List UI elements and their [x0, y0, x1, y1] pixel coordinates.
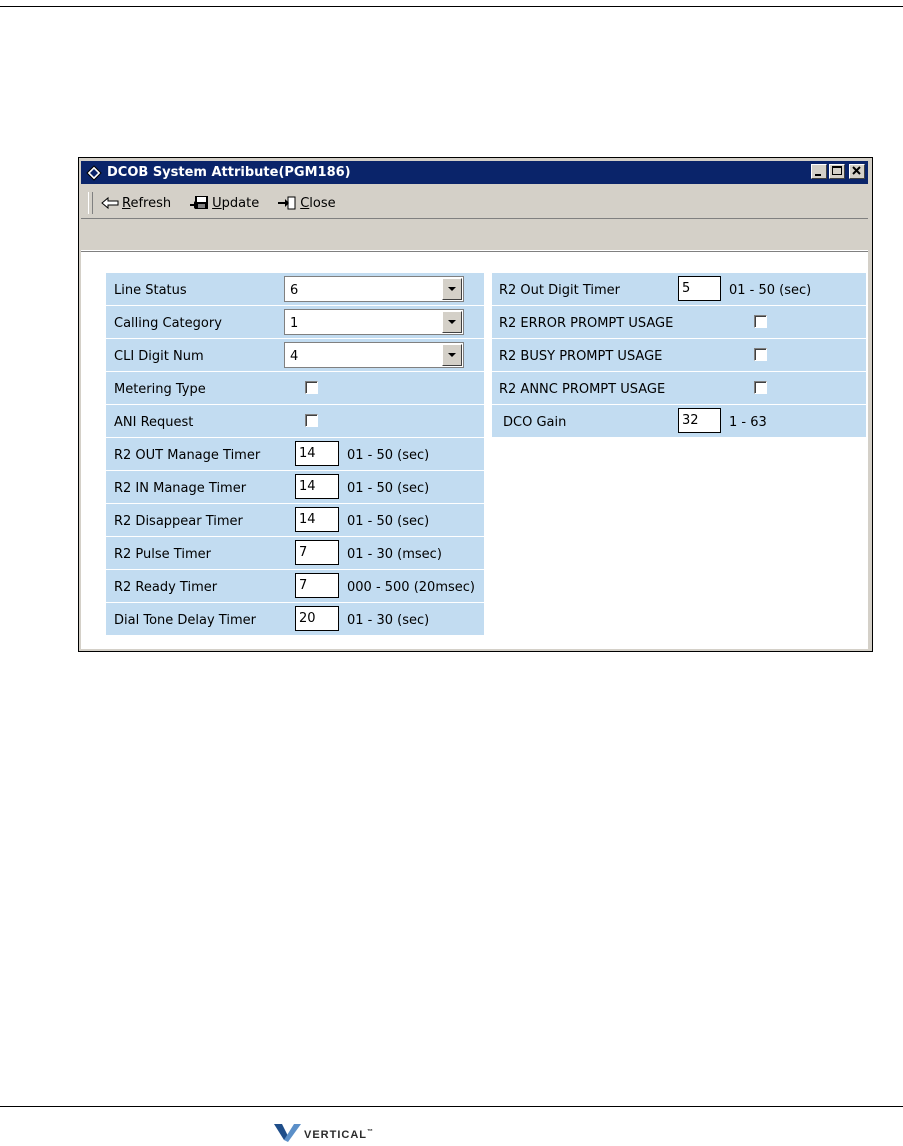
close-button[interactable] — [277, 195, 335, 211]
calling-category-label: Calling Category — [114, 316, 222, 331]
ani-request-checkbox[interactable] — [305, 414, 318, 427]
field-row-r2-in-manage-timer — [106, 471, 484, 503]
dial-tone-delay-timer-label: Dial Tone Delay Timer — [114, 613, 256, 628]
line-status-label: Line Status — [114, 283, 187, 298]
app-diamond-icon — [85, 164, 103, 182]
save-disk-icon — [189, 195, 209, 211]
minimize-button[interactable] — [811, 164, 827, 179]
dco-gain-label: DCO Gain — [503, 415, 567, 430]
field-row-dco-gain — [492, 405, 866, 437]
r2-pulse-timer-input[interactable] — [295, 540, 339, 565]
field-row-dial-tone-delay-timer — [106, 603, 484, 635]
r2-out-digit-timer-input[interactable] — [678, 276, 721, 301]
chevron-down-icon[interactable] — [442, 344, 462, 366]
r2-in-manage-timer-range: 01 - 50 (sec) — [347, 481, 430, 496]
r2-disappear-timer-input-value: 14 — [299, 512, 316, 527]
field-row-r2-out-manage-timer — [106, 438, 484, 470]
window-title: DCOB System Attribute(PGM186) — [107, 165, 351, 180]
r2-pulse-timer-range: 01 - 30 (msec) — [347, 547, 442, 562]
field-row-r2-error-prompt-usage — [492, 306, 866, 338]
cli-digit-num-select-value: 4 — [290, 349, 299, 364]
update-label: pdate — [221, 195, 260, 211]
logo-text: VERTICAL — [304, 1129, 367, 1141]
toolbar — [81, 188, 868, 219]
dial-tone-delay-timer-input[interactable] — [295, 606, 339, 631]
chevron-down-icon[interactable] — [442, 278, 462, 300]
r2-out-digit-timer-range: 01 - 50 (sec) — [729, 283, 812, 298]
r2-pulse-timer-label: R2 Pulse Timer — [114, 547, 211, 562]
field-row-r2-disappear-timer — [106, 504, 484, 536]
metering-type-checkbox[interactable] — [305, 381, 318, 394]
form-content — [81, 251, 868, 649]
title-bar[interactable] — [81, 161, 868, 184]
ani-request-label: ANI Request — [114, 415, 194, 430]
field-row-r2-busy-prompt-usage — [492, 339, 866, 371]
metering-type-label: Metering Type — [114, 382, 206, 397]
field-row-line-status — [106, 273, 484, 305]
status-strip — [81, 220, 868, 251]
r2-in-manage-timer-input[interactable] — [295, 474, 339, 499]
maximize-button[interactable] — [829, 164, 845, 179]
r2-busy-prompt-usage-label: R2 BUSY PROMPT USAGE — [499, 349, 663, 364]
r2-ready-timer-range: 000 - 500 (20msec) — [347, 580, 475, 595]
cli-digit-num-select[interactable] — [284, 342, 464, 368]
minimize-icon — [812, 165, 826, 178]
field-row-r2-pulse-timer — [106, 537, 484, 569]
dial-tone-delay-timer-range: 01 - 30 (sec) — [347, 613, 430, 628]
r2-ready-timer-label: R2 Ready Timer — [114, 580, 218, 595]
right-field-panel — [492, 273, 866, 437]
r2-out-manage-timer-input[interactable] — [295, 441, 339, 466]
r2-annc-prompt-usage-checkbox[interactable] — [754, 381, 767, 394]
back-arrow-icon — [101, 196, 119, 210]
r2-error-prompt-usage-checkbox[interactable] — [754, 315, 767, 328]
left-field-panel — [106, 273, 484, 633]
logo-trademark: ™ — [367, 1129, 374, 1135]
toolbar-grip[interactable] — [88, 192, 93, 214]
close-icon — [850, 165, 864, 178]
refresh-label: efresh — [130, 195, 172, 211]
field-row-r2-annc-prompt-usage — [492, 372, 866, 404]
field-row-r2-out-digit-timer — [492, 273, 866, 305]
r2-ready-timer-input[interactable] — [295, 573, 339, 598]
r2-out-digit-timer-input-value: 5 — [682, 281, 691, 296]
line-status-select-value: 6 — [290, 283, 299, 298]
r2-in-manage-timer-label: R2 IN Manage Timer — [114, 481, 247, 496]
r2-disappear-timer-input[interactable] — [295, 507, 339, 532]
r2-busy-prompt-usage-checkbox[interactable] — [754, 348, 767, 361]
field-row-cli-digit-num — [106, 339, 484, 371]
calling-category-select-value: 1 — [290, 316, 299, 331]
dco-gain-input[interactable] — [678, 408, 721, 433]
r2-disappear-timer-label: R2 Disappear Timer — [114, 514, 243, 529]
update-accesskey: U — [212, 195, 222, 211]
update-button[interactable] — [189, 195, 259, 211]
r2-in-manage-timer-input-value: 14 — [299, 479, 316, 494]
r2-out-manage-timer-input-value: 14 — [299, 446, 316, 461]
page-footer-rule — [0, 1106, 903, 1107]
field-row-r2-ready-timer — [106, 570, 484, 602]
vertical-logo — [274, 1122, 374, 1142]
dco-gain-range: 1 - 63 — [729, 415, 767, 430]
page-header-rule — [0, 6, 903, 7]
close-accesskey: C — [300, 195, 310, 211]
vertical-logo-mark-icon — [274, 1122, 302, 1142]
r2-annc-prompt-usage-label: R2 ANNC PROMPT USAGE — [499, 382, 666, 397]
cli-digit-num-label: CLI Digit Num — [114, 349, 204, 364]
dco-gain-input-value: 32 — [682, 413, 699, 428]
field-row-ani-request — [106, 405, 484, 437]
close-window-button[interactable] — [849, 164, 865, 179]
close-label: lose — [309, 195, 336, 211]
exit-door-icon — [277, 195, 297, 211]
calling-category-select[interactable] — [284, 309, 464, 335]
r2-out-digit-timer-label: R2 Out Digit Timer — [499, 283, 621, 298]
r2-error-prompt-usage-label: R2 ERROR PROMPT USAGE — [499, 316, 674, 331]
r2-out-manage-timer-label: R2 OUT Manage Timer — [114, 448, 261, 463]
field-row-metering-type — [106, 372, 484, 404]
refresh-button[interactable] — [101, 196, 171, 211]
r2-pulse-timer-input-value: 7 — [299, 545, 308, 560]
r2-ready-timer-input-value: 7 — [299, 578, 308, 593]
refresh-accesskey: R — [122, 195, 131, 211]
maximize-icon — [830, 165, 844, 178]
field-row-calling-category — [106, 306, 484, 338]
r2-disappear-timer-range: 01 - 50 (sec) — [347, 514, 430, 529]
dcob-system-attribute-window — [78, 157, 873, 652]
r2-out-manage-timer-range: 01 - 50 (sec) — [347, 448, 430, 463]
chevron-down-icon[interactable] — [442, 311, 462, 333]
dial-tone-delay-timer-input-value: 20 — [299, 611, 316, 626]
line-status-select[interactable] — [284, 276, 464, 302]
